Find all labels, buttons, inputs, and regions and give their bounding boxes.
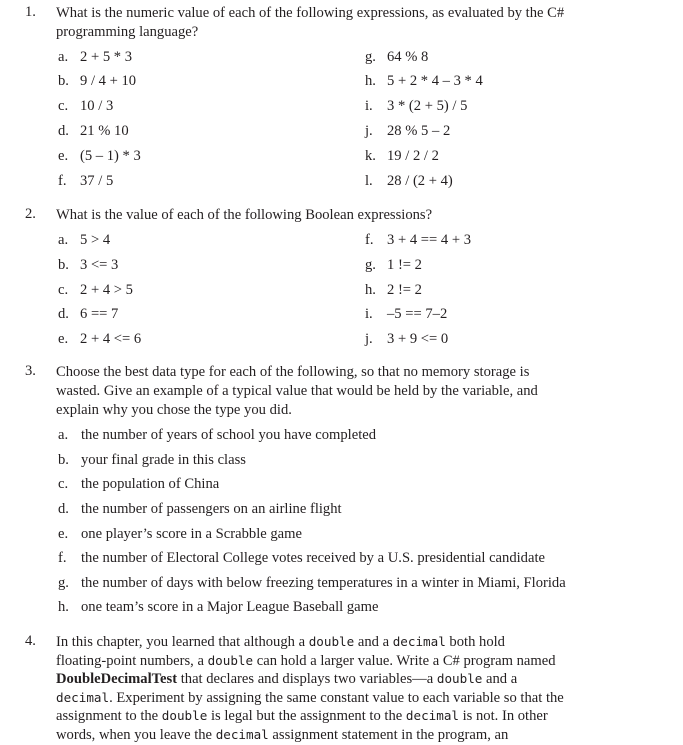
q2-item-f: f. 3 + 4 == 4 + 3	[365, 232, 471, 248]
q3-item-e: e. one player’s score in a Scrabble game	[58, 526, 302, 542]
q1-item-b: b. 9 / 4 + 10	[58, 73, 137, 89]
q2-item-a: a. 5 > 4	[58, 232, 111, 248]
q1-item-g: g. 64 % 8	[365, 49, 429, 65]
q3-item-a: a. the number of years of school you have completed	[58, 427, 377, 443]
q4-line-2: floating-point numbers, a double can hold a larger value. Write a C# program named	[56, 652, 556, 669]
q3-item-h: h. one team’s score in a Major League Baseball game	[58, 599, 379, 615]
q2-item-j: j. 3 + 9 <= 0	[365, 331, 449, 347]
q1-item-h: h. 5 + 2 * 4 – 3 * 4	[365, 73, 483, 89]
q1-item-k: k. 19 / 2 / 2	[365, 148, 439, 164]
q4-line-3: DoubleDecimalTest that declares and displays two variables—a double and a	[56, 671, 518, 688]
q4-line-1: In this chapter, you learned that although a double and a decimal both hold	[56, 634, 505, 650]
q2-item-h: h. 2 != 2	[365, 282, 422, 298]
q3-item-b: b. your final grade in this class	[58, 452, 246, 468]
q3-item-g: g. the number of days with below freezing temperatures in a winter in Miami, Florida	[58, 575, 566, 591]
q4-line-5: assignment to the double is legal but the assignment to the decimal is not. In other	[56, 708, 548, 725]
q4-number: 4.	[25, 633, 36, 649]
q1-item-e: e. (5 – 1) * 3	[58, 148, 141, 164]
q2-item-b: b. 3 <= 3	[58, 257, 119, 273]
q2-item-d: d. 6 == 7	[58, 306, 119, 322]
q3-item-f: f. the number of Electoral College votes received by a U.S. presidential candidate	[58, 550, 545, 566]
q3-text: Choose the best data type for each of the following, so that no memory storage is wasted. Give an example of a typical value that would be held by the variable, and explain why you chose the type you did.	[56, 364, 538, 418]
q2-item-i: i. –5 == 7–2	[365, 306, 448, 322]
q2-item-g: g. 1 != 2	[365, 257, 422, 273]
q1-item-f: f. 37 / 5	[58, 173, 114, 189]
q1-item-c: c. 10 / 3	[58, 98, 114, 114]
q2-item-e: e. 2 + 4 <= 6	[58, 331, 142, 347]
q4-line-4: decimal. Experiment by assigning the same constant value to each variable so that the	[56, 689, 564, 706]
q2-item-c: c. 2 + 4 > 5	[58, 282, 133, 298]
q1-item-d: d. 21 % 10	[58, 123, 129, 139]
q4-text	[56, 633, 656, 745]
q1-item-l: l. 28 / (2 + 4)	[365, 173, 453, 189]
q3-item-c: c. the population of China	[58, 476, 220, 492]
q1-item-j: j. 28 % 5 – 2	[365, 123, 451, 139]
q1-number: 1.	[25, 4, 36, 20]
q4-line-6: words, when you leave the decimal assignment statement in the program, an	[56, 726, 509, 743]
q2-number: 2.	[25, 206, 36, 222]
q2-text: What is the value of each of the following Boolean expressions?	[56, 207, 433, 223]
q1-text: What is the numeric value of each of the following expressions, as evaluated by the C# programming language?	[56, 5, 565, 40]
q1-item-a: a. 2 + 5 * 3	[58, 49, 133, 65]
q3-item-d: d. the number of passengers on an airline flight	[58, 501, 342, 517]
q1-item-i: i. 3 * (2 + 5) / 5	[365, 98, 468, 114]
q3-number: 3.	[25, 363, 36, 379]
